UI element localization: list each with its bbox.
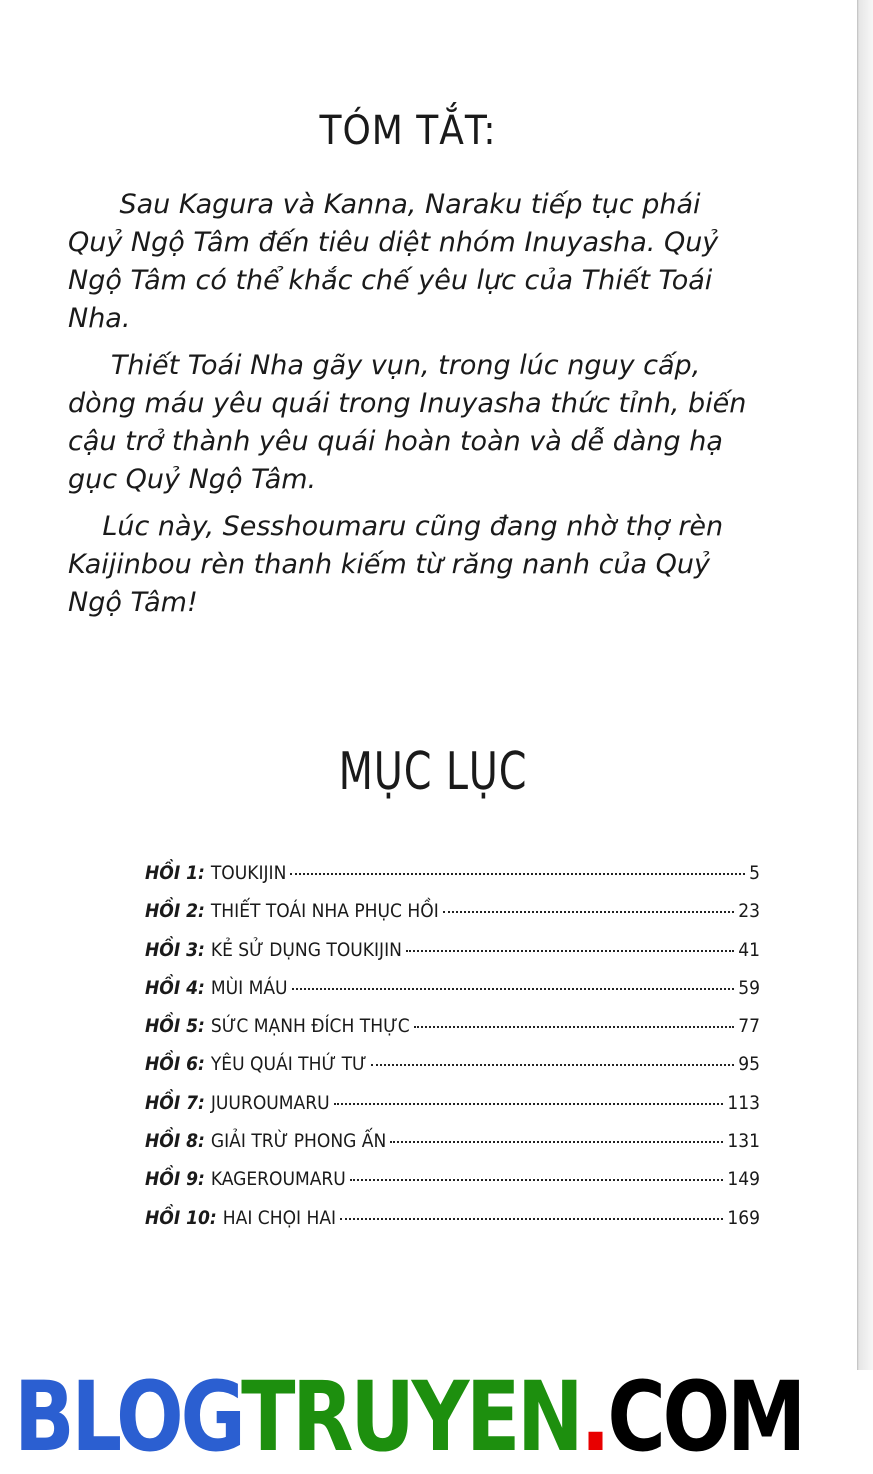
table-of-contents	[145, 862, 760, 1245]
logo-part-truyen: TRUYEN	[241, 1361, 581, 1473]
summary-paragraph	[68, 347, 758, 499]
toc-page-number: 169	[727, 1206, 760, 1229]
toc-entry	[145, 900, 760, 938]
toc-chapter-name: HAI CHỌI HAI	[222, 1206, 337, 1229]
toc-chapter-label: HỒI 2:	[145, 900, 205, 923]
toc-entry	[145, 1092, 760, 1130]
summary-line: Nha.	[68, 303, 131, 334]
toc-dot-leader	[443, 911, 735, 913]
toc-chapter-name: KAGEROUMARU	[210, 1168, 346, 1191]
toc-entry	[145, 1130, 760, 1168]
toc-dot-leader	[350, 1179, 724, 1181]
toc-page-number: 77	[738, 1015, 760, 1038]
summary-line: cậu trở thành yêu quái hoàn toàn và dễ dàng hạ	[68, 426, 723, 457]
toc-chapter-label: HỒI 6:	[145, 1053, 205, 1076]
watermark-logo	[14, 1361, 803, 1473]
toc-page-number: 59	[738, 976, 760, 999]
toc-dot-leader	[390, 1141, 723, 1143]
toc-chapter-label: HỒI 4:	[145, 976, 205, 999]
toc-chapter-label: HỒI 3:	[145, 938, 205, 961]
toc-chapter-name: THIẾT TOÁI NHA PHỤC HỒI	[210, 900, 439, 923]
toc-chapter-label: HỒI 7:	[145, 1091, 205, 1114]
toc-page-number: 149	[727, 1168, 760, 1191]
toc-page-number: 41	[738, 938, 760, 961]
toc-dot-leader	[290, 873, 745, 875]
summary-line: Ngộ Tâm có thể khắc chế yêu lực của Thiết Toái	[68, 265, 713, 296]
toc-chapter-name: TOUKIJIN	[210, 862, 287, 884]
toc-chapter-label: HỒI 10:	[145, 1206, 217, 1229]
toc-chapter-name: SỨC MẠNH ĐÍCH THỰC	[210, 1015, 410, 1038]
toc-entry	[145, 1168, 760, 1206]
toc-entry	[145, 1053, 760, 1091]
summary-title: TÓM TẮT:	[319, 108, 497, 154]
summary-line: Ngộ Tâm!	[68, 587, 198, 618]
summary-line: Thiết Toái Nha gãy vụn, trong lúc nguy cấp,	[68, 350, 701, 381]
toc-chapter-name: MÙI MÁU	[210, 976, 288, 999]
toc-chapter-name: GIẢI TRỪ PHONG ẤN	[210, 1130, 387, 1153]
toc-dot-leader	[334, 1103, 724, 1105]
summary-line: Quỷ Ngộ Tâm đến tiêu diệt nhóm Inuyasha. Quỷ	[68, 227, 719, 258]
toc-dot-leader	[414, 1026, 735, 1028]
page-edge	[857, 0, 873, 1370]
toc-dot-leader	[406, 950, 734, 952]
toc-entry	[145, 939, 760, 977]
toc-entry	[145, 1015, 760, 1053]
toc-page-number: 131	[727, 1130, 760, 1153]
summary-paragraph	[68, 508, 758, 622]
toc-entry	[145, 862, 760, 900]
toc-chapter-name: YÊU QUÁI THỨ TƯ	[210, 1053, 367, 1076]
toc-chapter-label: HỒI 5:	[145, 1015, 205, 1038]
toc-dot-leader	[340, 1218, 723, 1220]
summary-line: dòng máu yêu quái trong Inuyasha thức tỉnh, biến	[68, 388, 747, 419]
summary-line: Sau Kagura và Kanna, Naraku tiếp tục phái	[68, 189, 701, 220]
toc-page-number: 113	[727, 1091, 760, 1114]
toc-entry	[145, 1207, 760, 1245]
logo-dot: .	[580, 1361, 608, 1473]
toc-title: MỤC LỤC	[338, 742, 528, 802]
toc-chapter-name: KẺ SỬ DỤNG TOUKIJIN	[210, 938, 402, 961]
toc-dot-leader	[371, 1064, 735, 1066]
summary-paragraph	[68, 186, 758, 338]
toc-dot-leader	[292, 988, 735, 990]
summary-line: Lúc này, Sesshoumaru cũng đang nhờ thợ rèn	[68, 511, 724, 542]
toc-chapter-label: HỒI 1:	[145, 862, 205, 884]
toc-chapter-label: HỒI 9:	[145, 1168, 205, 1191]
toc-page-number: 23	[738, 900, 760, 923]
summary-text	[68, 186, 758, 631]
logo-part-blog: BLOG	[14, 1361, 242, 1473]
toc-chapter-label: HỒI 8:	[145, 1130, 205, 1153]
toc-page-number: 5	[749, 862, 760, 884]
toc-chapter-name: JUUROUMARU	[210, 1091, 330, 1114]
logo-part-com: COM	[607, 1361, 803, 1473]
toc-page-number: 95	[738, 1053, 760, 1076]
toc-entry	[145, 977, 760, 1015]
summary-line: gục Quỷ Ngộ Tâm.	[68, 464, 317, 495]
summary-line: Kaijinbou rèn thanh kiếm từ răng nanh của Quỷ	[68, 549, 711, 580]
